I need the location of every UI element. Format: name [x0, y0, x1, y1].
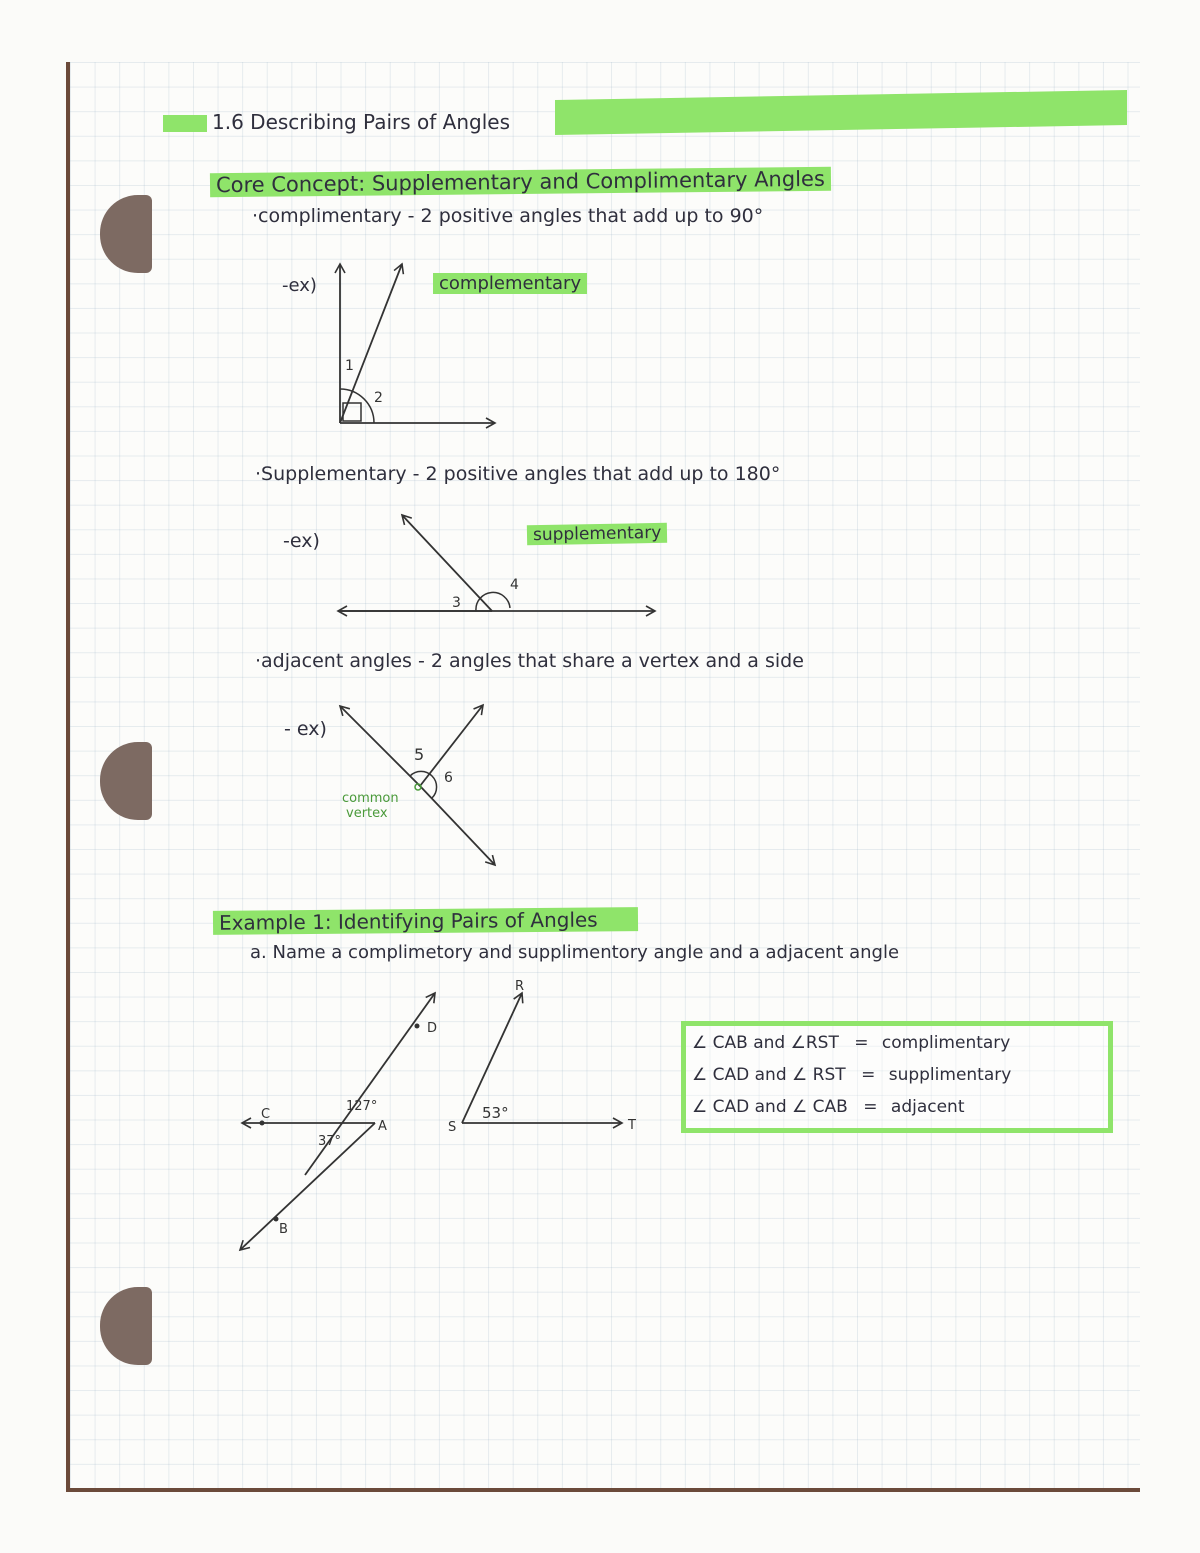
example-3-prefix: - ex) — [284, 718, 327, 740]
answer-equals: = — [861, 1065, 876, 1085]
angle-53-label: 53° — [482, 1104, 509, 1122]
example-question: a. Name a complimetory and supplimentory angle and a adjacent angle — [250, 942, 900, 963]
point-a-label: A — [378, 1119, 387, 1134]
angle-2-label: 2 — [374, 390, 383, 406]
complementary-tag: complementary — [433, 273, 587, 294]
point-r-label: R — [515, 979, 525, 994]
complimentary-definition: ·complimentary - 2 positive angles that add up to 90° — [252, 205, 764, 227]
supplementary-tag: supplementary — [527, 523, 668, 545]
example-2-prefix: -ex) — [283, 530, 320, 552]
answer-result: complimentary — [881, 1033, 1011, 1053]
core-concept-heading: Core Concept: Supplementary and Complimentary Angles — [210, 167, 831, 198]
example-1-prefix: -ex) — [282, 275, 317, 296]
supplementary-definition: ·Supplementary - 2 positive angles that add up to 180° — [255, 463, 781, 485]
answer-pair: ∠ CAB and ∠RST — [692, 1033, 839, 1053]
page-title: 1.6 Describing Pairs of Angles — [212, 110, 510, 134]
answer-equals: = — [863, 1097, 878, 1117]
point-dot — [274, 1217, 279, 1222]
adjacent-diagram — [340, 705, 495, 865]
angle-37-label: 37° — [318, 1134, 342, 1149]
example-heading: Example 1: Identifying Pairs of Angles — [213, 907, 638, 935]
answer-pair: ∠ CAD and ∠ RST — [692, 1065, 846, 1085]
answer-pair: ∠ CAD and ∠ CAB — [692, 1097, 848, 1117]
answer-result: supplimentary — [888, 1065, 1012, 1085]
common-vertex-label-line-2: vertex — [346, 806, 388, 821]
angle-127-label: 127° — [346, 1099, 378, 1114]
point-c-label: C — [261, 1107, 271, 1122]
point-d-label: D — [427, 1021, 438, 1036]
complementary-diagram — [340, 264, 495, 423]
answer-result: adjacent — [890, 1097, 965, 1117]
angle-1-label: 1 — [345, 358, 354, 374]
point-t-label: T — [628, 1118, 636, 1133]
point-s-label: S — [448, 1120, 457, 1135]
supplementary-diagram — [338, 515, 655, 611]
adjacent-definition: ·adjacent angles - 2 angles that share a vertex and a side — [255, 650, 804, 672]
angle-6-label: 6 — [444, 770, 453, 786]
angle-3-label: 3 — [452, 595, 461, 611]
angle-5-label: 5 — [414, 745, 425, 764]
point-dot — [415, 1024, 420, 1029]
answer-equals: = — [854, 1033, 869, 1053]
point-b-label: B — [279, 1222, 288, 1237]
common-vertex-label-line-1: common — [342, 791, 399, 806]
angle-4-label: 4 — [510, 577, 519, 593]
